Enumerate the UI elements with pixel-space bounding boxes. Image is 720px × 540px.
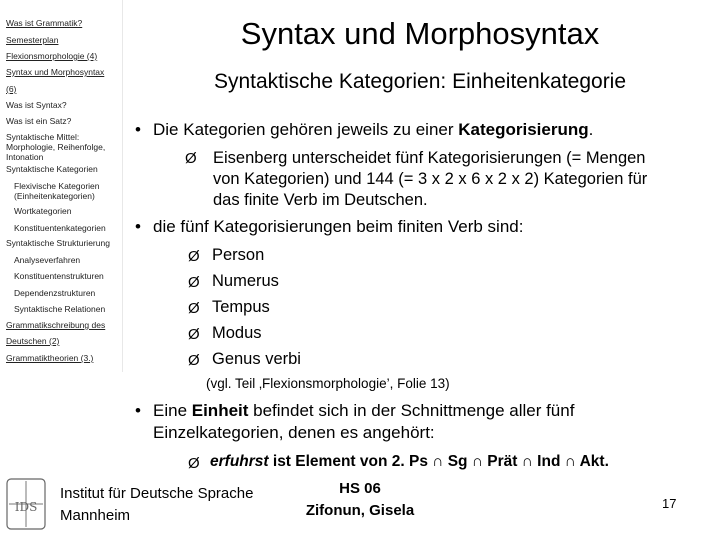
arrow-bullet-icon: Ø xyxy=(188,326,200,343)
category-item: Numerus xyxy=(212,272,279,290)
bullet-text-rest: befindet sich in der Schnittmenge aller fünf xyxy=(248,401,575,420)
bullet-einheit-line-1 xyxy=(135,400,574,422)
sidebar-item-syntaktische-kategorien[interactable]: Syntaktische Kategorien xyxy=(6,164,98,174)
sidebar-item-semesterplan[interactable]: Semesterplan xyxy=(6,35,59,45)
bullet-kategorisierung xyxy=(135,120,593,140)
sidebar-item-syntaktische-relationen[interactable]: Syntaktische Relationen xyxy=(14,304,106,314)
intersection-icon: ∩ xyxy=(564,453,576,470)
arrow-bullet-icon: Ø xyxy=(188,300,200,317)
eisenberg-line-2: von Kategorien) und 144 (= 3 x 2 x 6 x 2 x 2) Kategorien für xyxy=(213,170,648,188)
bullet-fuenf-kategorisierungen xyxy=(135,217,523,237)
bullet-einheit-line-2: Einzelkategorien, denen es angehört: xyxy=(153,423,435,442)
example-praet: Prät xyxy=(482,453,522,470)
arrow-bullet-icon: Ø xyxy=(188,248,200,265)
bullet-dot: • xyxy=(135,217,141,236)
arrow-bullet-icon: Ø xyxy=(188,352,200,369)
sidebar-item-grammatikschreibung[interactable]: Grammatikschreibung des xyxy=(6,320,106,330)
intersection-icon: ∩ xyxy=(432,453,444,470)
arrow-bullet-icon: Ø xyxy=(185,150,197,167)
bullet-dot: • xyxy=(135,401,141,420)
slide-title: Syntax und Morphosyntax xyxy=(240,16,600,51)
bullet-text: Eine xyxy=(153,401,192,420)
sidebar-item-konstituentenkategorien[interactable]: Konstituentenkategorien xyxy=(14,223,106,233)
sidebar-item-was-ist-grammatik[interactable]: Was ist Grammatik? xyxy=(6,18,83,28)
sidebar-nav xyxy=(0,0,124,372)
course-code: HS 06 xyxy=(339,480,381,497)
category-item: Modus xyxy=(212,324,262,342)
eisenberg-line-3: das finite Verb im Deutschen. xyxy=(213,191,428,209)
sidebar-item-syntax-morphosyntax[interactable]: Syntax und Morphosyntax xyxy=(6,67,105,77)
author-name: Zifonun, Gisela xyxy=(305,502,415,519)
institute-name xyxy=(60,483,253,527)
bullet-dot: • xyxy=(135,120,141,139)
eisenberg-note xyxy=(213,148,647,211)
example-text: ist Element von 2. Ps xyxy=(268,453,433,470)
bullet-bold-term: Einheit xyxy=(191,401,249,420)
bullet-einheit xyxy=(135,400,574,444)
logo-text: IDS xyxy=(14,500,38,514)
arrow-bullet-icon: Ø xyxy=(188,274,200,291)
category-item: Genus verbi xyxy=(212,350,301,368)
sidebar-item-konstituentenstrukturen[interactable]: Konstituentenstrukturen xyxy=(14,271,104,281)
slide-subtitle: Syntaktische Kategorien: Einheitenkategorie xyxy=(213,70,627,93)
ids-logo xyxy=(6,478,46,530)
bullet-text: Die Kategorien gehören jeweils zu einer xyxy=(153,120,459,139)
category-item: Person xyxy=(212,246,265,264)
institute-line-2: Mannheim xyxy=(60,507,131,524)
example-line xyxy=(210,451,609,472)
example-word: erfuhrst xyxy=(210,453,269,470)
example-akt: Akt. xyxy=(575,453,609,470)
example-ind: Ind xyxy=(532,453,565,470)
eisenberg-line-1: Eisenberg unterscheidet fünf Kategorisierungen (= Mengen xyxy=(213,149,646,167)
arrow-bullet-icon: Ø xyxy=(188,455,200,472)
page-number: 17 xyxy=(662,496,677,511)
sidebar-item-syntaktische-mittel[interactable]: Syntaktische Mittel: Morphologie, Reihenfolge, Intonation xyxy=(6,132,106,162)
example-sg: Sg xyxy=(443,453,472,470)
sidebar-item-grammatiktheorien[interactable]: Grammatiktheorien (3.) xyxy=(6,353,94,363)
bullet-end: . xyxy=(588,120,594,139)
bullet-text: die fünf Kategorisierungen beim finiten Verb sind: xyxy=(153,217,524,236)
sidebar-item-dependenzstrukturen[interactable]: Dependenzstrukturen xyxy=(14,288,96,298)
sidebar-item-flexionsmorphologie[interactable]: Flexionsmorphologie (4) xyxy=(6,51,98,61)
intersection-icon: ∩ xyxy=(521,453,533,470)
sidebar-item-analyseverfahren[interactable]: Analyseverfahren xyxy=(14,255,81,265)
institute-line-1: Institut für Deutsche Sprache xyxy=(60,485,254,502)
sidebar-item-syntax-morphosyntax-count[interactable]: (6) xyxy=(6,84,17,94)
sidebar-item-wortkategorien[interactable]: Wortkategorien xyxy=(14,206,72,216)
category-item: Tempus xyxy=(212,298,270,316)
sidebar-item-syntaktische-strukturierung[interactable]: Syntaktische Strukturierung xyxy=(6,238,110,248)
bullet-bold-term: Kategorisierung xyxy=(458,120,589,139)
course-info xyxy=(300,478,420,522)
sidebar-item-was-ist-ein-satz[interactable]: Was ist ein Satz? xyxy=(6,116,72,126)
reference-note: (vgl. Teil ‚Flexionsmorphologie’, Folie 13) xyxy=(206,376,450,391)
intersection-icon: ∩ xyxy=(471,453,483,470)
sidebar-item-flexivische-kategorien[interactable]: Flexivische Kategorien (Einheitenkategorien) xyxy=(14,181,100,201)
sidebar-item-was-ist-syntax[interactable]: Was ist Syntax? xyxy=(6,100,67,110)
sidebar-divider xyxy=(122,0,123,372)
sidebar-item-grammatikschreibung-count[interactable]: Deutschen (2) xyxy=(6,336,60,346)
